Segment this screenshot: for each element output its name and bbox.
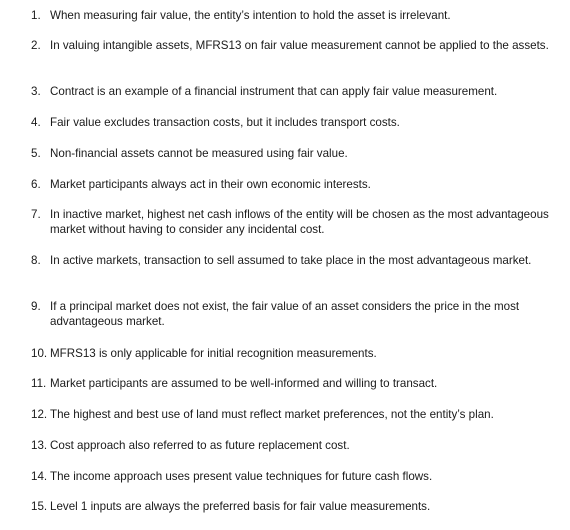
item-number: 10. (31, 347, 48, 360)
item-number: 6. (31, 178, 41, 191)
item-number: 13. (31, 439, 48, 452)
item-number: 7. (31, 208, 41, 221)
item-text: Market participants are assumed to be well-informed and willing to transact. (50, 377, 438, 390)
item-number: 1. (31, 9, 41, 22)
item-number: 5. (31, 147, 41, 160)
item-number: 12. (31, 408, 48, 421)
item-text: Market participants always act in their own economic interests. (50, 178, 371, 191)
item-text: Cost approach also referred to as future replacement cost. (50, 439, 350, 452)
item-text: Contract is an example of a financial instrument that can apply fair value measurement. (50, 85, 498, 98)
item-text: Non-financial assets cannot be measured using fair value. (50, 147, 348, 160)
item-text: In active markets, transaction to sell assumed to take place in the most advantageous market. (50, 254, 532, 267)
item-number: 9. (31, 300, 41, 313)
item-number: 8. (31, 254, 41, 267)
item-text: When measuring fair value, the entity’s intention to hold the asset is irrelevant. (50, 9, 451, 22)
item-number: 14. (31, 470, 48, 483)
item-number: 11. (31, 377, 47, 390)
item-text: In inactive market, highest net cash inflows of the entity will be chosen as the most advantageous market without having to consider any incidental cost. (50, 208, 549, 236)
item-text: If a principal market does not exist, the fair value of an asset considers the price in the most advantageous market. (50, 300, 520, 328)
item-number: 2. (31, 39, 41, 52)
item-text: Fair value excludes transaction costs, but it includes transport costs. (50, 116, 400, 129)
item-text: The income approach uses present value techniques for future cash flows. (50, 470, 433, 483)
item-text: In valuing intangible assets, MFRS13 on fair value measurement cannot be applied to the assets. (50, 39, 549, 52)
item-number: 4. (31, 116, 41, 129)
item-text: The highest and best use of land must reflect market preferences, not the entity’s plan. (50, 408, 494, 421)
item-number: 15. (31, 500, 48, 513)
item-text: MFRS13 is only applicable for initial recognition measurements. (50, 347, 377, 360)
item-text: Level 1 inputs are always the preferred basis for fair value measurements. (50, 500, 431, 513)
item-number: 3. (31, 85, 41, 98)
